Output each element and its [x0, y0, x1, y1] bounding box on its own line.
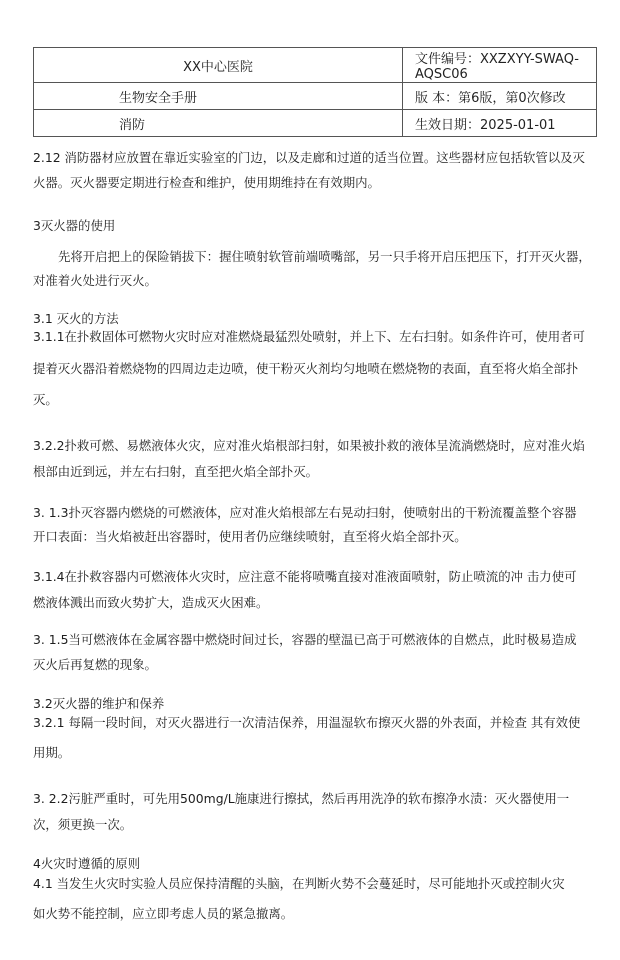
section-topic: 消防 [34, 110, 403, 137]
hospital-name: XX中心医院 [34, 48, 403, 83]
document-number: 文件编号：XXZXYY-SWAQ-AQSC06 [403, 48, 597, 83]
paragraph-line: 先将开启把上的保险销拔下：握住喷射软管前端喷嘴部，另一只手将开启压把压下，打开灭火器， [58, 249, 591, 264]
paragraph-line: 提着灭火器沿着燃烧物的四周边走边喷，使干粉灭火剂均匀地喷在燃烧物的表面，直至将火焰全部扑 [33, 361, 579, 376]
paragraph-line: 燃液体溅出而致火势扩大，造成灭火困难。 [33, 595, 269, 610]
paragraph-line: 灭火后再复燃的现象。 [33, 657, 157, 672]
section-heading: 3.2灭火器的维护和保养 [33, 696, 165, 711]
section-heading: 3.1 灭火的方法 [33, 311, 119, 326]
document-header-table [33, 47, 597, 137]
paragraph-line: 火器。灭火器要定期进行检查和维护，使用期维持在有效期内。 [33, 175, 380, 190]
header-row [34, 48, 597, 83]
section-heading: 3灭火器的使用 [33, 218, 116, 233]
paragraph-line: 3.1.4在扑救容器内可燃液体火灾时，应注意不能将喷嘴直接对准液面喷射，防止喷流的冲 击力使可 [33, 569, 577, 584]
paragraph-line: 用期。 [33, 745, 71, 760]
paragraph-line: 3.1.1在扑救固体可燃物火灾时应对准燃烧最猛烈处喷射，并上下、左右扫射。如条件许可，使用者可 [33, 329, 585, 344]
paragraph-line: 3.2.1 每隔一段时间，对灭火器进行一次清洁保养，用温湿软布擦灭火器的外表面，并检查 其有效使 [33, 715, 581, 730]
paragraph-line: 根部由近到远，并左右扫射，直至把火焰全部扑灭。 [33, 464, 318, 479]
paragraph-line: 4.1 当发生火灾时实验人员应保持清醒的头脑，在判断火势不会蔓延时，尽可能地扑灭或控制火灾 [33, 876, 565, 891]
paragraph-line: 3.2.2扑救可燃、易燃液体火灾，应对准火焰根部扫射，如果被扑救的液体呈流淌燃烧时，应对准火焰 [33, 438, 585, 453]
effective-date: 生效日期：2025-01-01 [403, 110, 597, 137]
paragraph-line: 3. 2.2污脏严重时，可先用500mg/L施康进行擦拭，然后再用洗净的软布擦净水渍：灭火器使用一 [33, 791, 570, 806]
header-row [34, 110, 597, 137]
paragraph-line: 开口表面：当火焰被赶出容器时，使用者仍应继续喷射，直至将火焰全部扑灭。 [33, 529, 467, 544]
paragraph-line: 2.12 消防器材应放置在靠近实验室的门边，以及走廊和过道的适当位置。这些器材应包括软管以及灭 [33, 150, 585, 165]
header-row [34, 83, 597, 110]
paragraph-line: 灭。 [33, 392, 58, 407]
paragraph-line: 对准着火处进行灭火。 [33, 273, 157, 288]
section-heading: 4火灾时遵循的原则 [33, 856, 141, 871]
paragraph-line: 次，须更换一次。 [33, 817, 133, 832]
paragraph-line: 3. 1.5当可燃液体在金属容器中燃烧时间过长，容器的壁温已高于可燃液体的自燃点，此时极易造成 [33, 632, 577, 647]
paragraph-line: 如火势不能控制，应立即考虑人员的紧急撤离。 [33, 906, 294, 921]
manual-title: 生物安全手册 [34, 83, 403, 110]
version-info: 版 本：第6版，第0次修改 [403, 83, 597, 110]
paragraph-line: 3. 1.3扑灭容器内燃烧的可燃液体，应对准火焰根部左右晃动扫射，使喷射出的干粉流覆盖整个容器 [33, 505, 577, 520]
